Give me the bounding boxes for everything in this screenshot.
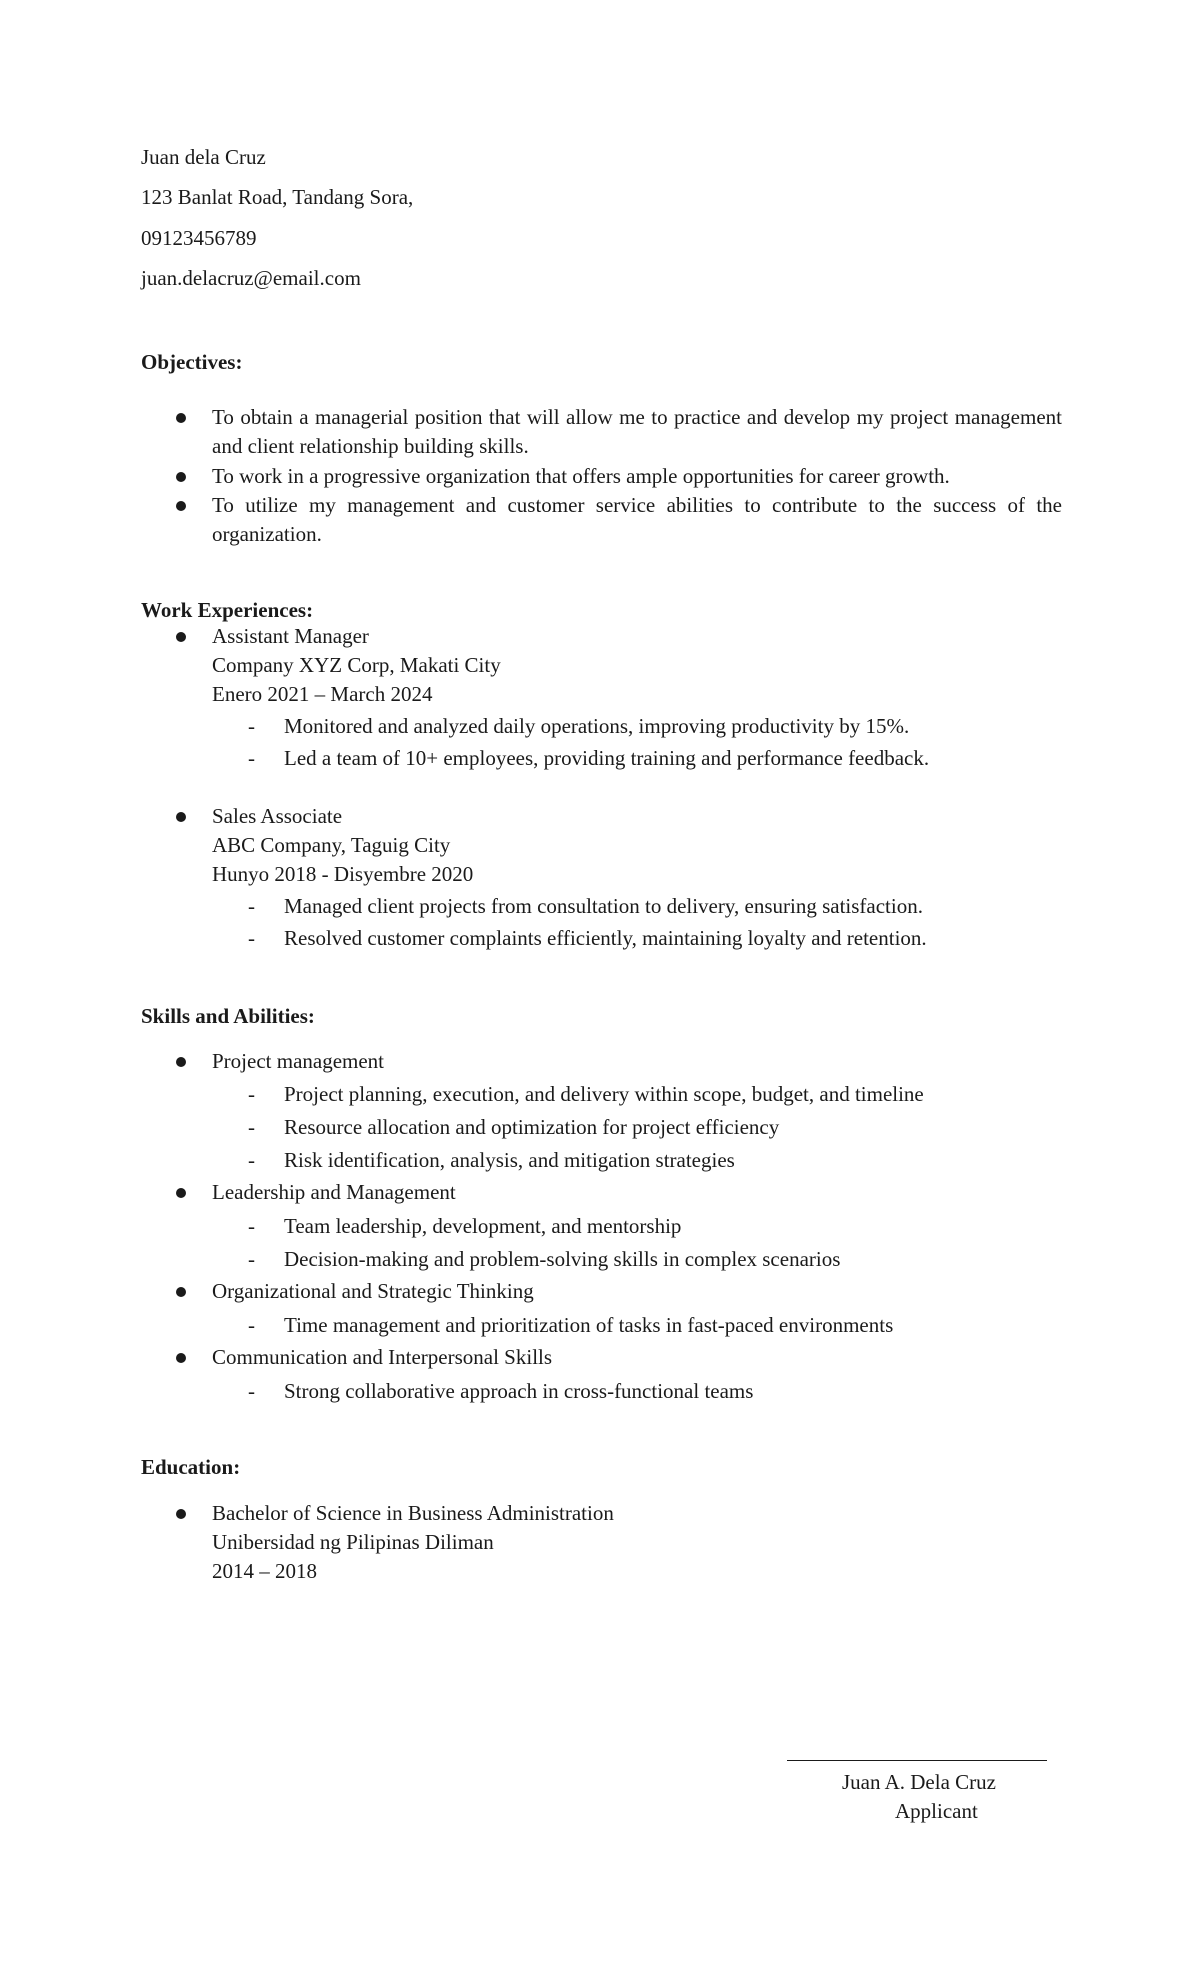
bullet-icon — [176, 1057, 186, 1067]
signature-name: Juan A. Dela Cruz — [842, 1770, 996, 1794]
bullet-icon — [176, 472, 186, 482]
dash-marker: - — [248, 1115, 255, 1139]
signature-role: Applicant — [895, 1799, 978, 1823]
dash-marker: - — [248, 894, 255, 918]
dash-marker: - — [248, 1082, 255, 1106]
objective-item-3: To utilize my management and customer service abilities to contribute to the success of the organization. — [212, 493, 1062, 546]
skills-heading: Skills and Abilities: — [141, 1004, 315, 1028]
skill-1-item-2: Resource allocation and optimization for project efficiency — [284, 1115, 780, 1139]
objective-item-1: To obtain a managerial position that will allow me to practice and develop my project management and client relationship building skills. — [212, 405, 1062, 458]
job-title-2: Sales Associate — [212, 804, 343, 828]
job-period-1: Enero 2021 – March 2024 — [212, 682, 433, 706]
bullet-icon — [176, 1188, 186, 1198]
dash-marker: - — [248, 1148, 255, 1172]
bullet-icon — [176, 812, 186, 822]
skill-1-item-3: Risk identification, analysis, and mitigation strategies — [284, 1148, 735, 1172]
applicant-phone: 09123456789 — [141, 226, 257, 250]
dash-marker: - — [248, 926, 255, 950]
bullet-icon — [176, 413, 186, 423]
education-years: 2014 – 2018 — [212, 1559, 317, 1583]
skill-group-3: Organizational and Strategic Thinking — [212, 1279, 534, 1303]
skill-4-item-1: Strong collaborative approach in cross-functional teams — [284, 1379, 754, 1403]
skill-3-item-1: Time management and prioritization of tasks in fast-paced environments — [284, 1313, 894, 1337]
bullet-icon — [176, 1353, 186, 1363]
bullet-icon — [176, 501, 186, 511]
job-1-detail-2: Led a team of 10+ employees, providing training and performance feedback. — [284, 746, 930, 770]
bullet-icon — [176, 1287, 186, 1297]
job-2-detail-1: Managed client projects from consultation to delivery, ensuring satisfaction. — [284, 894, 923, 918]
job-company-2: ABC Company, Taguig City — [212, 833, 451, 857]
work-heading: Work Experiences: — [141, 598, 314, 622]
applicant-name: Juan dela Cruz — [141, 145, 266, 169]
skill-2-item-2: Decision-making and problem-solving skills in complex scenarios — [284, 1247, 841, 1271]
job-period-2: Hunyo 2018 - Disyembre 2020 — [212, 862, 474, 886]
applicant-address: 123 Banlat Road, Tandang Sora, — [141, 185, 414, 209]
dash-marker: - — [248, 1247, 255, 1271]
signature-line — [787, 1760, 1047, 1761]
job-2-detail-2: Resolved customer complaints efficiently, maintaining loyalty and retention. — [284, 926, 927, 950]
job-1-detail-1: Monitored and analyzed daily operations, improving productivity by 15%. — [284, 714, 910, 738]
skill-1-item-1: Project planning, execution, and delivery within scope, budget, and timeline — [284, 1082, 924, 1106]
objectives-heading: Objectives: — [141, 350, 243, 374]
job-title-1: Assistant Manager — [212, 624, 369, 648]
education-heading: Education: — [141, 1455, 241, 1479]
skill-group-1: Project management — [212, 1049, 385, 1073]
job-company-1: Company XYZ Corp, Makati City — [212, 653, 501, 677]
objective-item-2: To work in a progressive organization that offers ample opportunities for career growth. — [212, 464, 950, 488]
bullet-icon — [176, 632, 186, 642]
dash-marker: - — [248, 1379, 255, 1403]
bullet-icon — [176, 1509, 186, 1519]
dash-marker: - — [248, 714, 255, 738]
education-degree: Bachelor of Science in Business Administration — [212, 1501, 614, 1525]
dash-marker: - — [248, 1214, 255, 1238]
applicant-email: juan.delacruz@email.com — [141, 266, 361, 290]
education-school: Unibersidad ng Pilipinas Diliman — [212, 1530, 494, 1554]
skill-group-2: Leadership and Management — [212, 1180, 456, 1204]
dash-marker: - — [248, 746, 255, 770]
dash-marker: - — [248, 1313, 255, 1337]
skill-group-4: Communication and Interpersonal Skills — [212, 1345, 553, 1369]
skill-2-item-1: Team leadership, development, and mentorship — [284, 1214, 682, 1238]
